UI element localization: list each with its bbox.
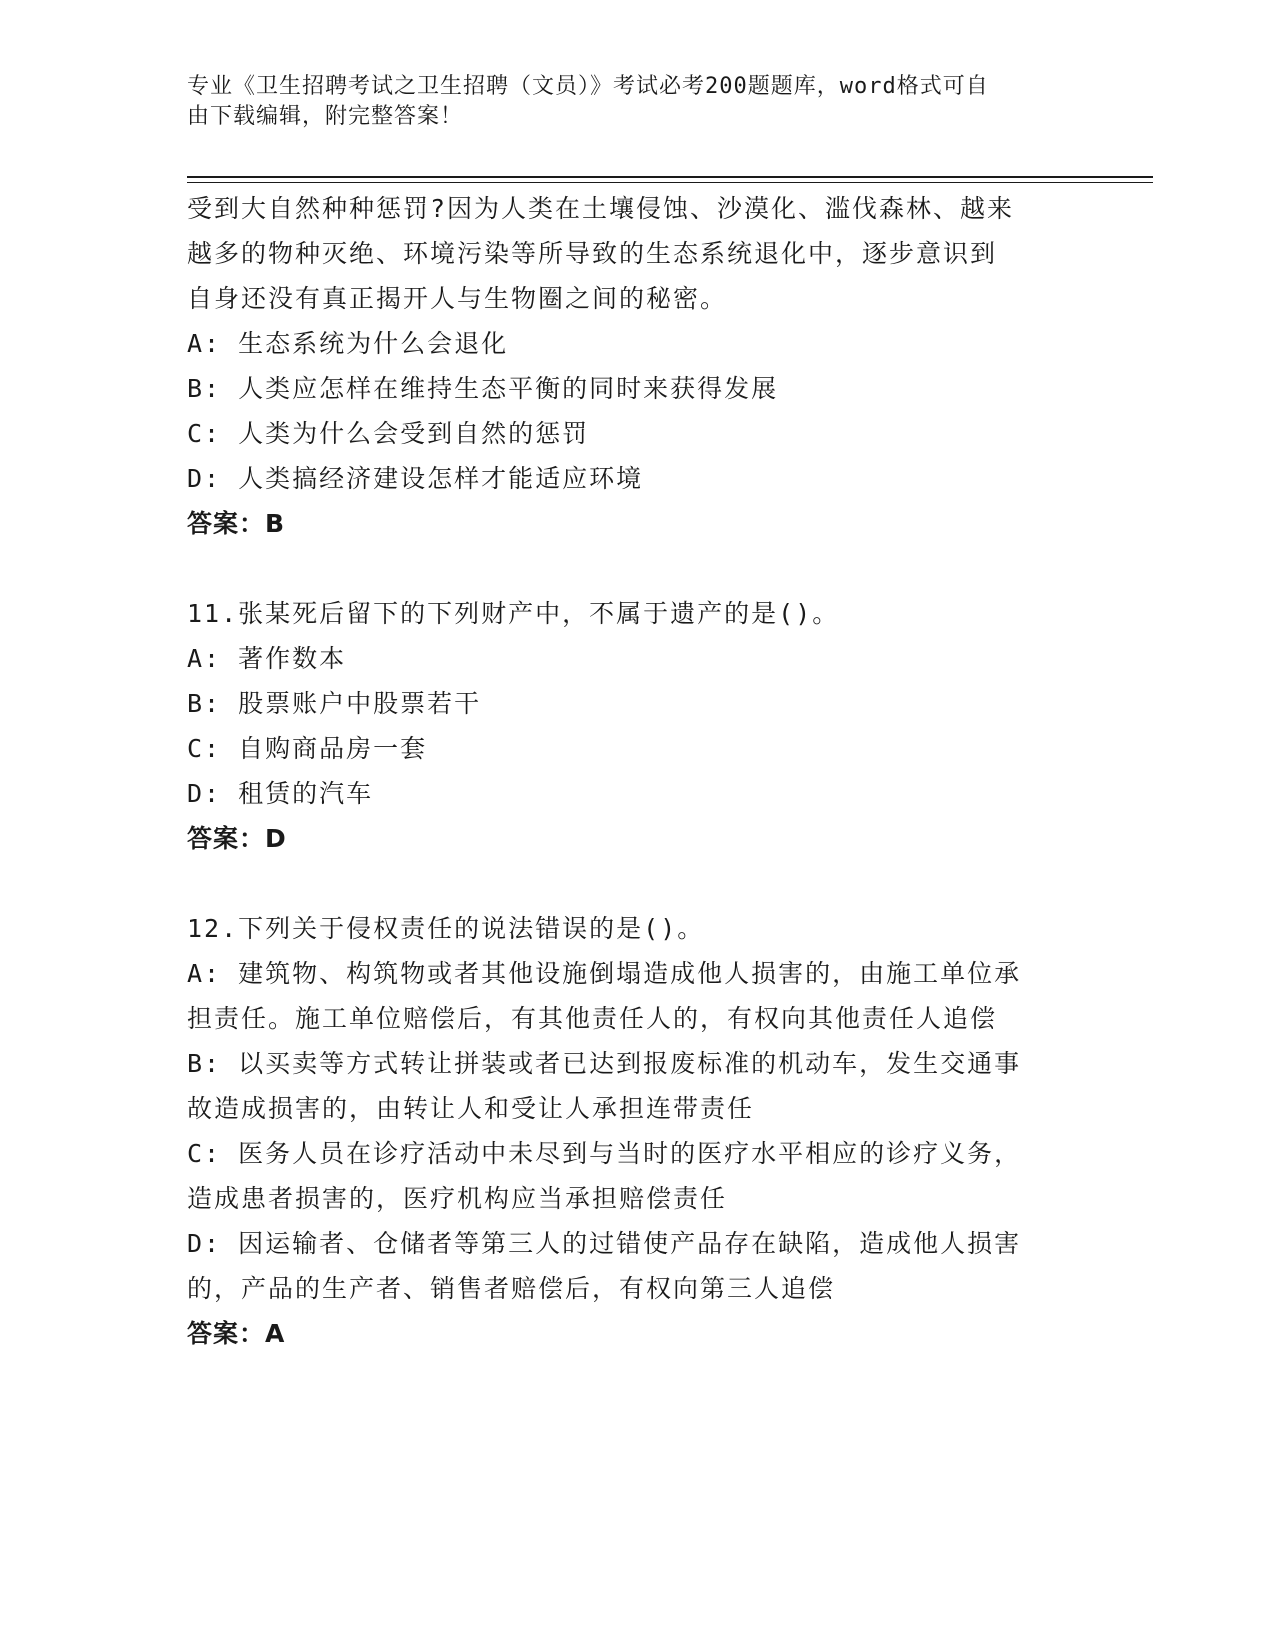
option-a: A: 生态系统为什么会退化 bbox=[187, 329, 509, 358]
question-11 bbox=[187, 591, 1087, 862]
answer-label: 答案：D bbox=[187, 824, 287, 853]
option-c: C: 自购商品房一套 bbox=[187, 734, 428, 763]
question-stem: 12.下列关于侵权责任的说法错误的是()。 bbox=[187, 914, 705, 943]
header-line-1: 专业《卫生招聘考试之卫生招聘（文员）》考试必考200题题库，word格式可自 bbox=[187, 74, 989, 99]
question-content bbox=[187, 186, 1087, 1357]
spacer bbox=[187, 862, 1087, 906]
header-divider bbox=[187, 176, 1153, 183]
answer-label: 答案：B bbox=[187, 509, 286, 538]
option-d: D: 租赁的汽车 bbox=[187, 779, 374, 808]
option-a-line: 担责任。施工单位赔偿后，有其他责任人的，有权向其他责任人追偿 bbox=[187, 1004, 998, 1033]
header-line-2: 由下载编辑，附完整答案！ bbox=[187, 104, 464, 129]
option-d-line: 的，产品的生产者、销售者赔偿后，有权向第三人追偿 bbox=[187, 1274, 836, 1303]
option-d-line: D: 因运输者、仓储者等第三人的过错使产品存在缺陷，造成他人损害 bbox=[187, 1229, 1022, 1258]
document-header bbox=[187, 72, 1067, 132]
option-b-line: 故造成损害的，由转让人和受让人承担连带责任 bbox=[187, 1094, 755, 1123]
spacer bbox=[187, 547, 1087, 591]
option-c-line: 造成患者损害的，医疗机构应当承担赔偿责任 bbox=[187, 1184, 728, 1213]
option-c-line: C: 医务人员在诊疗活动中未尽到与当时的医疗水平相应的诊疗义务， bbox=[187, 1139, 1022, 1168]
option-d: D: 人类搞经济建设怎样才能适应环境 bbox=[187, 464, 644, 493]
option-a-line: A: 建筑物、构筑物或者其他设施倒塌造成他人损害的，由施工单位承 bbox=[187, 959, 1022, 988]
option-b: B: 人类应怎样在维持生态平衡的同时来获得发展 bbox=[187, 374, 779, 403]
answer-label: 答案：A bbox=[187, 1319, 286, 1348]
option-b-line: B: 以买卖等方式转让拼装或者已达到报废标准的机动车，发生交通事 bbox=[187, 1049, 1022, 1078]
option-a: A: 著作数本 bbox=[187, 644, 347, 673]
question-stem-line: 受到大自然种种惩罚?因为人类在土壤侵蚀、沙漠化、滥伐森林、越来 bbox=[187, 194, 1015, 223]
question-10 bbox=[187, 186, 1087, 547]
question-stem-line: 自身还没有真正揭开人与生物圈之间的秘密。 bbox=[187, 284, 728, 313]
question-stem-line: 越多的物种灭绝、环境污染等所导致的生态系统退化中，逐步意识到 bbox=[187, 239, 998, 268]
question-12 bbox=[187, 906, 1087, 1357]
option-b: B: 股票账户中股票若干 bbox=[187, 689, 482, 718]
question-stem: 11.张某死后留下的下列财产中，不属于遗产的是()。 bbox=[187, 599, 840, 628]
option-c: C: 人类为什么会受到自然的惩罚 bbox=[187, 419, 590, 448]
